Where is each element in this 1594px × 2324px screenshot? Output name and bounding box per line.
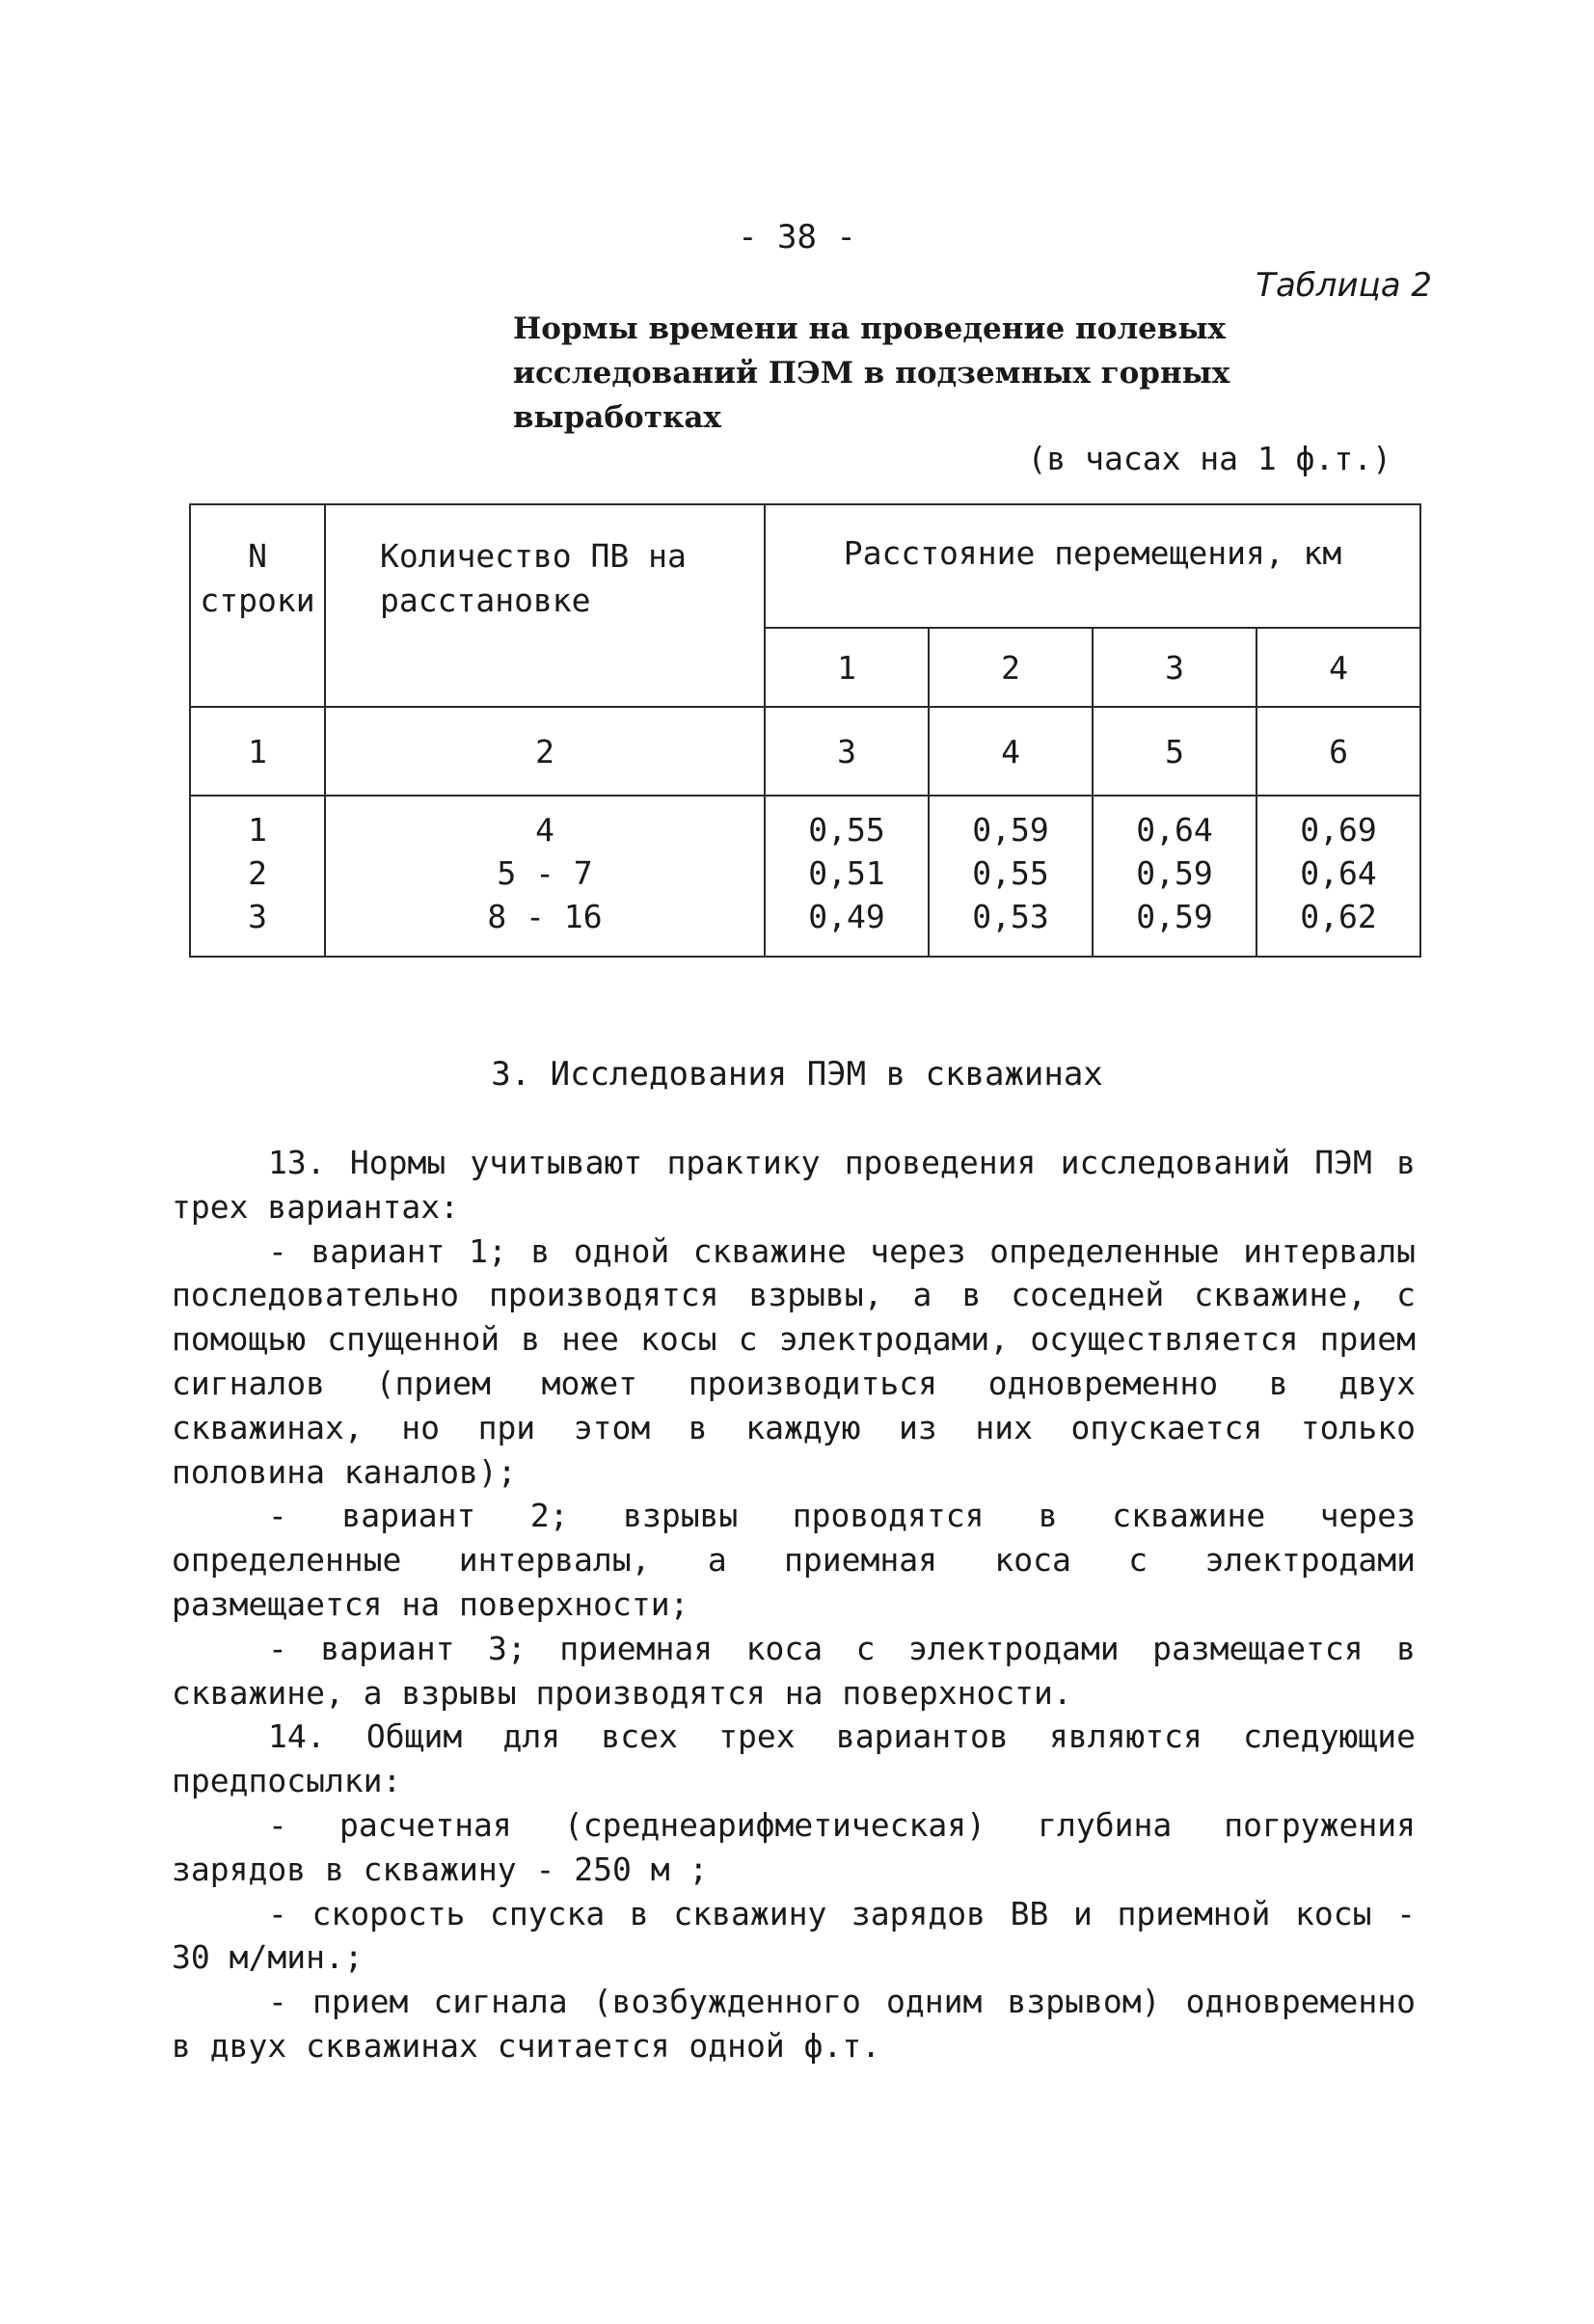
column-number: 1	[190, 707, 325, 796]
header-distance-value: 4	[1256, 628, 1420, 707]
page-number: - 38 -	[738, 218, 856, 257]
cell-count: 8 - 16	[325, 895, 765, 957]
table-label: Таблица 2	[1256, 266, 1432, 305]
cell-value: 0,55	[929, 851, 1093, 895]
paragraph: - вариант 3; приемная коса с электродами размещается в скважине, а взрывы производятся на поверхности.	[172, 1629, 1416, 1712]
paragraph: - скорость спуска в скважину зарядов ВВ и приемной косы - 30 м/мин.;	[172, 1894, 1416, 1977]
column-number: 6	[1256, 707, 1420, 796]
table-header-row	[190, 504, 1420, 628]
cell-value: 0,62	[1256, 895, 1420, 957]
cell-value: 0,55	[765, 796, 929, 851]
cell-value: 0,51	[765, 851, 929, 895]
cell-row-number: 2	[190, 851, 325, 895]
header-distance-value: 2	[929, 628, 1093, 707]
table-row	[190, 895, 1420, 957]
header-distance-value: 1	[765, 628, 929, 707]
column-number: 3	[765, 707, 929, 796]
cell-value: 0,49	[765, 895, 929, 957]
header-count: Количество ПВ на расстановке	[325, 504, 765, 707]
body-text	[172, 1141, 1416, 2068]
column-number: 2	[325, 707, 765, 796]
cell-value: 0,59	[1093, 895, 1256, 957]
paragraph: - вариант 2; взрывы проводятся в скважине через определенные интервалы, а приемная коса с электродами размещается на поверхности;	[172, 1497, 1416, 1623]
paragraph: - вариант 1; в одной скважине через определенные интервалы последовательно производятся взрывы, а в соседней скважине, с помощью спущенной в нее косы с электродами, осуществляется прием сигналов (прием может производиться одновременно в двух скважинах, но при этом в каждую из них опускается только половина каналов);	[172, 1231, 1416, 1491]
cell-value: 0,64	[1093, 796, 1256, 851]
cell-row-number: 3	[190, 895, 325, 957]
column-number: 5	[1093, 707, 1256, 796]
cell-row-number: 1	[190, 796, 325, 851]
paragraph: - прием сигнала (возбужденного одним взрывом) одновременно в двух скважинах считается одной ф.т.	[172, 1983, 1416, 2065]
paragraph: 14. Общим для всех трех вариантов являются следующие предпосылки:	[172, 1717, 1416, 1800]
table-row	[190, 796, 1420, 851]
header-distance: Расстояние перемещения, км	[765, 504, 1420, 628]
paragraph: 13. Нормы учитывают практику проведения исследований ПЭМ в трех вариантах:	[172, 1144, 1416, 1226]
column-numbers-row	[190, 707, 1420, 796]
cell-value: 0,64	[1256, 851, 1420, 895]
header-distance-value: 3	[1093, 628, 1256, 707]
norms-table	[189, 503, 1421, 958]
header-row-number	[190, 504, 325, 707]
table-title: Нормы времени на проведение полевых исследований ПЭМ в подземных горных выработках	[513, 311, 1230, 435]
cell-value: 0,53	[929, 895, 1093, 957]
cell-value: 0,59	[929, 796, 1093, 851]
column-number: 4	[929, 707, 1093, 796]
table-units: (в часах на 1 ф.т.)	[1027, 440, 1391, 477]
header-n-line1: N	[248, 537, 267, 575]
section-title: 3. Исследования ПЭМ в скважинах	[491, 1055, 1103, 1094]
header-n-line2: строки	[200, 581, 315, 619]
cell-count: 5 - 7	[325, 851, 765, 895]
cell-value: 0,69	[1256, 796, 1420, 851]
cell-count: 4	[325, 796, 765, 851]
cell-value: 0,59	[1093, 851, 1256, 895]
table-row	[190, 851, 1420, 895]
paragraph: - расчетная (среднеарифметическая) глубина погружения зарядов в скважину - 250 м ;	[172, 1805, 1416, 1888]
